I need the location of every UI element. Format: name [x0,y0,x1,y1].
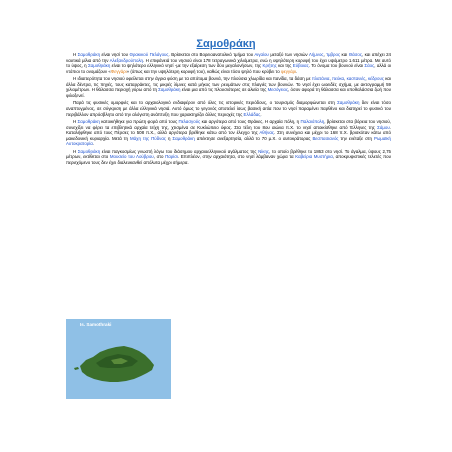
inline-link[interactable]: Σαμοθράκη [337,100,360,106]
text-run: , αλλά οι ντόπιοι το ονομάζουν « [66,63,392,74]
inline-link[interactable]: Παρίσι [165,154,178,160]
text-run: και άλλα δέντρα, τις πηγές, τους καταρράκτες, τις μικρές λίμνες κατά μήκος των ρευμάτων στις πλαγιές των βουνών. Το νησί έχει ωοειδές σχήμα, με ακτογραμμή 59 χιλιομέτρων. Η θάλασσα περιοχή γύρω από τη [66,76,391,93]
text-run: και της [276,63,293,69]
article-body [66,52,391,167]
paragraph-geography [66,52,391,74]
inline-link[interactable]: Μεσόγειος [267,87,289,93]
text-run: . Η επιφάνειά του νησιού είναι 178 τετραγωνικά χιλιόμετρα, ενώ η υψηλότερη κορυφή του έχει υψόμετρο 1.611 μέτρα. Με αυτό το ύψος, η [66,57,392,69]
text-run: , αποκρυφιστικές τελετές που περιεχόμενο τους δεν έχει διαλευκανθεί απόλυτα μέχρι σήμερα. [66,154,391,165]
inline-link[interactable]: Κρήτης [262,63,277,69]
text-run: . Το όνομα του βουνού είναι [308,63,365,69]
text-run: , [344,76,347,82]
island-map-icon [66,319,171,399]
text-run: Η ιδιαιτερότητα του νησιού οφείλεται στην άγρια φύση με τα απότομα βουνά, την πλούσια χλωρίδα και πανίδα, τα δάση με [73,76,312,82]
text-run: » (όπως και την υψηλότερη κορυφή του), καθώς είναι τόσο ψηλό που κρύβει το [126,68,281,74]
text-run: Η [73,148,78,154]
text-run: , και απέχει 24 ναυτικά μίλια από την [66,52,391,63]
text-run: . [92,141,95,147]
text-run: απέκτησε ανεξαρτησία, αλλά το 70 μ.Χ. ο αυτοκράτορας [194,135,313,141]
text-run: , [365,76,368,82]
inline-link[interactable]: Βεσπασιανός [312,135,339,141]
text-run: Η [73,118,78,124]
inline-link[interactable]: Εύβοιας [292,63,309,69]
text-run: δεν είναι τόσο αναπτυγμένος, σε σύγκριση με άλλα ελληνικά νησιά. Αυτό όμως το γεγονός αποτελεί ίσως βασική αιτία που το νησί παραμένει παρθένο και διατηρεί το φυσικό του περιβάλλον απρόσβλητο από την αλόγιστη ανάπτυξη που χαρακτηρίζει άλλες περιοχές της [66,100,391,117]
text-run: , το οποίο βρέθηκε το 1863 στο νησί. Το άγαλμα, ύψους 2,75 μέτρων, εκτίθεται στο [66,148,391,160]
text-run: είναι νησί του [100,52,130,57]
paragraph-victory-statue [66,149,391,166]
text-run: . Βρίσκεται στο Βορειοανατολικό τμήμα του [168,52,255,57]
inline-link[interactable]: Αλεξανδρούπολη [109,57,143,63]
inline-link[interactable]: Αθήνας [259,130,275,136]
text-run: μεταξύ των νησιών [268,52,309,57]
inline-link[interactable]: Θρακικού Πελάγους [129,52,169,57]
text-run: . [260,111,262,117]
text-run: , [323,52,327,57]
inline-link[interactable]: Σαμοθράκη [77,118,100,124]
inline-link[interactable]: κέδρους [367,76,384,82]
inline-link[interactable]: Σαμοθράκη [77,52,101,57]
inline-link[interactable]: Μάχη της Πύδνας [129,135,166,141]
paragraph-history [66,119,391,147]
inline-link[interactable]: Θάσος [348,52,362,57]
inline-link[interactable]: Καβείρια Μυστήρια [295,154,333,160]
inline-link[interactable]: Σαμοθράκη [77,148,101,154]
inline-link[interactable]: Πελασγούς [178,118,201,124]
inline-link[interactable]: Σαμοθράκη [87,63,111,69]
text-run: , στο [153,154,166,160]
inline-link[interactable]: Λήμνος [308,52,324,57]
inline-link[interactable]: Φεγγάρι [110,68,127,74]
inline-link[interactable]: Σαμοθράκη [172,135,195,141]
inline-link[interactable]: καστανιές [346,76,366,82]
text-run: και [340,52,349,57]
text-run: , βρίσκεται στα βόρεια του νησιού, συνεχίζει να φέρει τα επιβλητικά αρχαία τείχη της, χτισμένα σε Κυκλώπειο ύφος. Στα τέλη του 8ου αιώνα π.Χ. το νησί αποικίσθηκε από Έλληνες της [66,118,391,130]
inline-link[interactable]: Αιγαίου [254,52,269,57]
inline-link[interactable]: Ελλάδας [243,111,261,117]
page-title: Σαμοθράκη [196,38,256,50]
inline-link[interactable]: πλατάνια [311,76,330,82]
inline-link[interactable]: φεγγάρι [280,68,297,74]
island-map [66,319,171,399]
text-run: Παρά τις φυσικές ομορφιές και το αρχαιολογικό ενδιαφέρον από όλες τις ιστορικές περιόδους, ο τουρισμός διαμορφώνεται στη [73,100,338,106]
inline-link[interactable]: Σαμοθράκη [158,87,181,93]
paragraph-tourism [66,100,391,117]
inline-link[interactable]: Σάμου [377,124,390,130]
text-run: την ενέταξε στη [338,135,374,141]
map-label: Is. Samothraki [80,322,112,327]
text-run: . Καταλήφθηκε από τους Πέρσες το 508 π.Χ., αλλά αργότερα βρέθηκε κάτω από τον έλεγχο της [66,124,391,136]
text-run: είναι παγκοσμίως γνωστή λόγω του διάσημου αρχαιοελληνικού αγάλματος της [100,148,259,154]
text-run: . Στη συνέχεια και μέχρι το 168 π.Χ. βρισκόταν κάτω από μακεδονική κυριαρχία. Μετά τη [66,130,391,141]
inline-link[interactable]: Μουσείο του Λούβρου [109,154,154,160]
inline-link[interactable]: Παλαιόπολη [300,118,325,124]
text-run: είναι μια από τις πλουσιότερες σε αλιεία της [180,87,268,93]
text-run: κατοικήθηκε για πρώτη φορά από τους [99,118,179,124]
text-run: , [329,76,332,82]
inline-link[interactable]: Σάος [364,63,375,69]
text-run: . Επιπλέον, στην αρχαιότητα, στο νησί λάμβαναν χώρα τα [177,154,296,160]
text-run: . [296,68,298,74]
text-run: είναι το ψηλότερο ελληνικό νησί -με την εξαίρεση των δύο μεγαλονήσων, της [110,63,263,69]
text-run: η [166,135,173,141]
inline-link[interactable]: πεύκα [331,76,345,82]
text-run: Η [73,52,78,57]
text-run: και αργότερα από τους Θράκες. Η αρχαία πόλη, η [200,118,301,124]
text-run: , όσον αφορά τη θάλασσα και υποθαλάσσια ζωή που φιλοξενεί. [66,87,392,98]
inline-link[interactable]: Νίκης [258,148,270,154]
inline-link[interactable]: Ίμβρος [326,52,341,57]
paragraph-nature [66,76,391,98]
inline-link[interactable]: Ρωμαϊκή Αυτοκρατορία [66,135,391,147]
